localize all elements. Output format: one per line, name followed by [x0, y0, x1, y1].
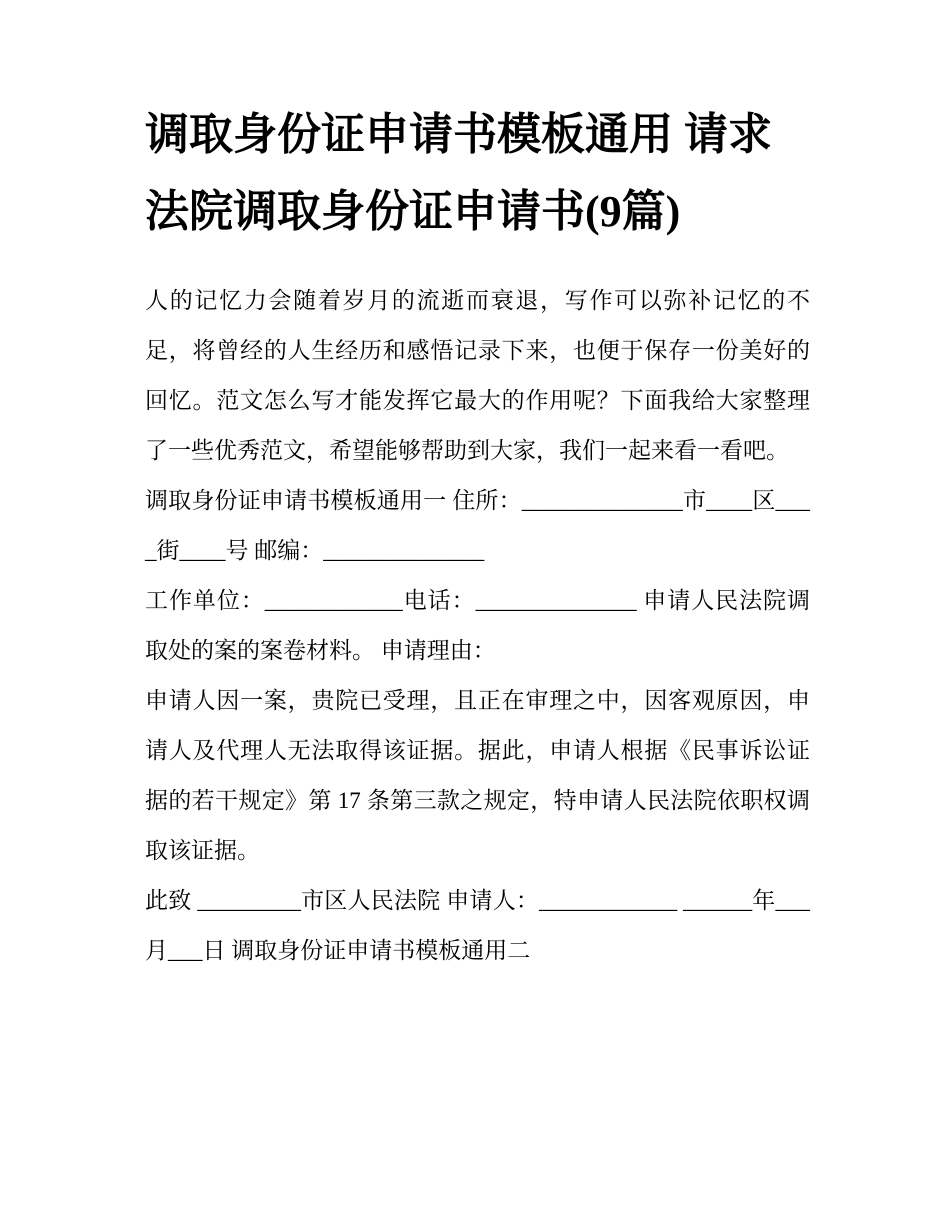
- document-body: [145, 276, 810, 976]
- document-title: 调取身份证申请书模板通用 请求法院调取身份证申请书(9篇): [145, 110, 772, 236]
- intro-paragraph: 人的记忆力会随着岁月的流逝而衰退，写作可以弥补记忆的不足，将曾经的人生经历和感悟记录下来，也便于保存一份美好的回忆。范文怎么写才能发挥它最大的作用呢？下面我给大家整理了一些优秀范文，希望能够帮助到大家，我们一起来看一看吧。: [145, 288, 810, 463]
- work-unit-phone-paragraph: 工作单位：____________电话：______________ 申请人民法院调取处的案的案卷材料。 申请理由：: [145, 588, 810, 663]
- closing-signature-paragraph: 此致 _________市区人民法院 申请人：____________ ______年___月___日 调取身份证申请书模板通用二: [145, 888, 810, 963]
- application-reason-paragraph: 申请人因一案，贵院已受理，且正在审理之中，因客观原因，申请人及代理人无法取得该证据。据此，申请人根据《民事诉讼证据的若干规定》第 17 条第三款之规定，特申请人民法院依职权调取该证据。: [145, 688, 810, 863]
- template-one-address-paragraph: 调取身份证申请书模板通用一 住所：______________市____区____街____号 邮编：______________: [145, 488, 810, 563]
